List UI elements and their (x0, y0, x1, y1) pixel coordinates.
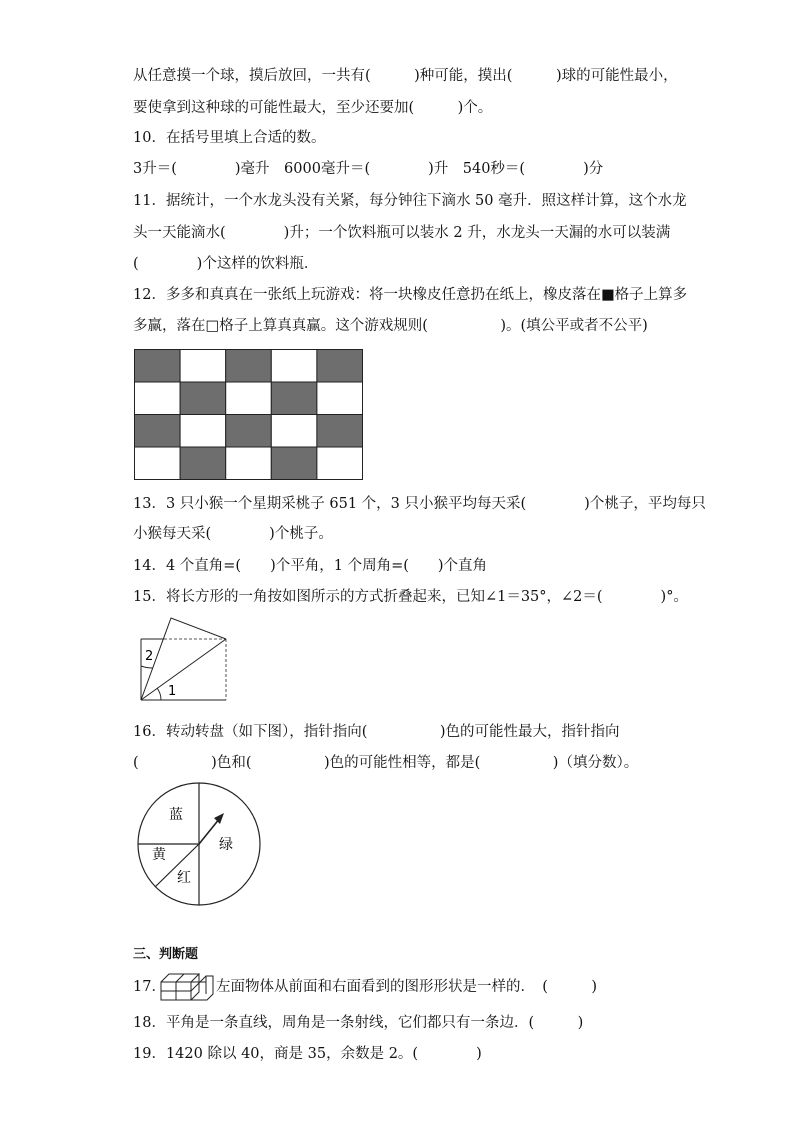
checker-cell-light (317, 447, 363, 480)
checker-cell-dark (271, 382, 317, 415)
angle-1-label: 1 (168, 684, 177, 699)
q9-line-2: 要使拿到这种球的可能性最大，至少还要加( )个。 (133, 100, 493, 116)
q17-text: 左面物体从前面和右面看到的图形形状是一样的． ( ) (216, 979, 598, 995)
checker-cell-light (317, 382, 363, 415)
checker-cell-light (135, 447, 181, 480)
checker-cell-light (226, 382, 272, 415)
q13-line-1: 13．3 只小猴一个星期采桃子 651 个，3 只小猴平均每天采( )个桃子，平均每只 (133, 496, 706, 512)
checker-cell-dark (226, 415, 272, 448)
spinner-sector-yellow: 黄 (152, 847, 166, 863)
checker-cell-light (226, 447, 272, 480)
checker-cell-light (180, 350, 226, 383)
checker-cell-light (180, 415, 226, 448)
q19-line: 19．1420 除以 40，商是 35，余数是 2。( ) (133, 1046, 482, 1062)
q16-line-2: ( )色和( )色的可能性相等，都是( )（填分数）。 (133, 755, 639, 771)
q10-blanks: 3升＝( )毫升 6000毫升＝( )升 540秒＝( )分 (133, 161, 604, 177)
q11-line-3: ( )个这样的饮料瓶． (133, 256, 319, 272)
spinner-sector-red: 红 (177, 870, 191, 886)
q14-line: 14．4 个直角=( )个平角，1 个周角=( )个直角 (133, 558, 488, 574)
checker-cell-light (135, 382, 181, 415)
q12-line-2: 多赢，落在□格子上算真真赢。这个游戏规则( )。(填公平或者不公平) (133, 318, 648, 334)
q12-line-1: 12．多多和真真在一张纸上玩游戏：将一块橡皮任意扔在纸上，橡皮落在■格子上算多 (133, 287, 688, 303)
fold-figure (134, 614, 230, 702)
q11-line-2: 头一天能滴水( )升；一个饮料瓶可以装水 2 升，水龙头一天漏的水可以装满 (133, 225, 671, 241)
checker-cell-light (271, 415, 317, 448)
q13-line-2: 小猴每天采( )个桃子。 (133, 526, 333, 542)
q18-line: 18．平角是一条直线，周角是一条射线，它们都只有一条边．( ) (133, 1015, 584, 1031)
checker-cell-dark (226, 350, 272, 383)
checker-cell-dark (135, 415, 181, 448)
checkerboard-figure (134, 349, 365, 481)
checker-cell-dark (317, 350, 363, 383)
checker-cell-dark (180, 447, 226, 480)
q10-title: 10．在括号里填上合适的数。 (133, 130, 326, 146)
spinner-figure (136, 781, 262, 907)
checker-cell-light (271, 350, 317, 383)
q11-line-1: 11．据统计，一个水龙头没有关紧，每分钟往下滴水 50 毫升．照这样计算，这个水龙 (133, 193, 687, 209)
spinner-sector-blue: 蓝 (169, 807, 183, 823)
angle-2-label: 2 (145, 649, 154, 664)
q16-line-1: 16．转动转盘（如下图），指针指向( )色的可能性最大，指针指向 (133, 724, 620, 740)
q17-number: 17． (133, 979, 166, 995)
checker-cell-dark (180, 382, 226, 415)
q9-line-1: 从任意摸一个球，摸后放回，一共有( )种可能，摸出( )球的可能性最小， (133, 68, 678, 84)
checker-cell-dark (135, 350, 181, 383)
section-title-judgement: 三、判断题 (133, 947, 199, 962)
spinner-sector-green: 绿 (219, 837, 233, 853)
checker-cell-dark (317, 415, 363, 448)
checker-cell-dark (271, 447, 317, 480)
q15-line: 15．将长方形的一角按如图所示的方式折叠起来，已知∠1＝35°，∠2＝( )°。 (133, 589, 688, 605)
cube-figure (160, 972, 216, 1002)
